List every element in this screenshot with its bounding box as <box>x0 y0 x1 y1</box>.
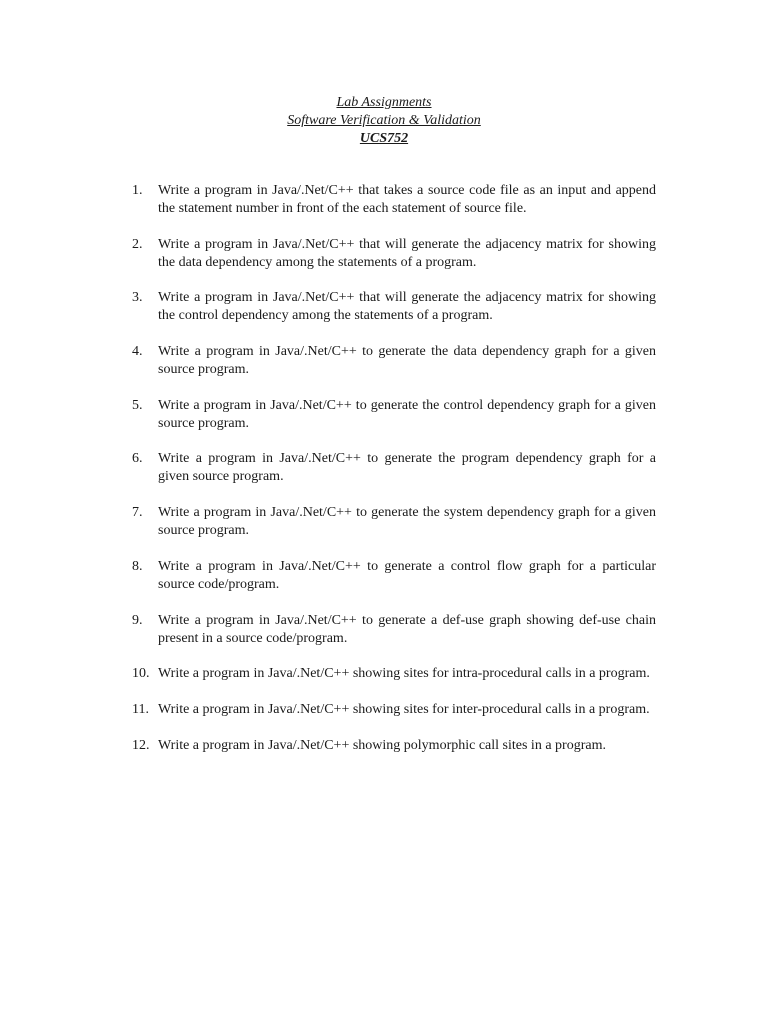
assignment-item-11 <box>110 701 656 719</box>
assignment-number: 7. <box>132 505 143 521</box>
assignment-text: Write a program in Java/.Net/C++ to generate a control flow graph for a particular source code/program. <box>158 558 656 592</box>
assignment-number: 2. <box>132 236 143 252</box>
assignment-number: 6. <box>132 451 143 467</box>
document-title: Lab Assignments <box>336 95 432 110</box>
assignment-number: 11. <box>132 701 149 717</box>
assignment-text: Write a program in Java/.Net/C++ that will generate the adjacency matrix for showing the data dependency among the statements of a program. <box>158 236 656 270</box>
assignment-text: Write a program in Java/.Net/C++ that takes a source code file as an input and append the statement number in front of the each statement of source file. <box>158 183 656 216</box>
assignment-number: 8. <box>132 558 143 574</box>
document-subtitle: Software Verification & Validation <box>287 113 481 128</box>
assignment-text: Write a program in Java/.Net/C++ showing polymorphic call sites in a program. <box>158 737 606 753</box>
assignment-number: 10. <box>132 666 150 682</box>
assignment-text: Write a program in Java/.Net/C++ to generate the control dependency graph for a given source program. <box>158 397 656 431</box>
assignment-text: Write a program in Java/.Net/C++ that will generate the adjacency matrix for showing the control dependency among the statements of a program. <box>158 290 656 324</box>
assignment-number: 9. <box>132 612 143 628</box>
assignment-text: Write a program in Java/.Net/C++ showing sites for inter-procedural calls in a program. <box>158 701 650 717</box>
assignment-number: 4. <box>132 344 143 360</box>
assignment-text: Write a program in Java/.Net/C++ to generate the program dependency graph for a given source program. <box>158 451 656 485</box>
assignment-number: 5. <box>132 397 143 413</box>
assignment-item-9 <box>110 612 656 648</box>
document-header <box>0 94 768 148</box>
assignment-item-6 <box>110 450 656 486</box>
assignment-item-2 <box>110 236 656 272</box>
assignment-item-1 <box>110 182 656 218</box>
assignment-list <box>110 182 656 772</box>
assignment-number: 1. <box>132 183 143 198</box>
assignment-text: Write a program in Java/.Net/C++ showing sites for intra-procedural calls in a program. <box>158 666 650 682</box>
assignment-item-8 <box>110 558 656 594</box>
assignment-text: Write a program in Java/.Net/C++ to generate the system dependency graph for a given source program. <box>158 505 656 539</box>
assignment-item-7 <box>110 504 656 540</box>
assignment-item-4 <box>110 343 656 379</box>
assignment-item-3 <box>110 289 656 325</box>
assignment-number: 3. <box>132 290 143 306</box>
assignment-number: 12. <box>132 737 150 753</box>
assignment-item-10 <box>110 665 656 683</box>
assignment-item-5 <box>110 397 656 433</box>
course-code: UCS752 <box>359 131 409 146</box>
assignment-text: Write a program in Java/.Net/C++ to generate a def-use graph showing def-use chain present in a source code/program. <box>158 612 656 646</box>
assignment-item-12 <box>110 737 656 755</box>
assignment-text: Write a program in Java/.Net/C++ to generate the data dependency graph for a given source program. <box>158 344 656 378</box>
